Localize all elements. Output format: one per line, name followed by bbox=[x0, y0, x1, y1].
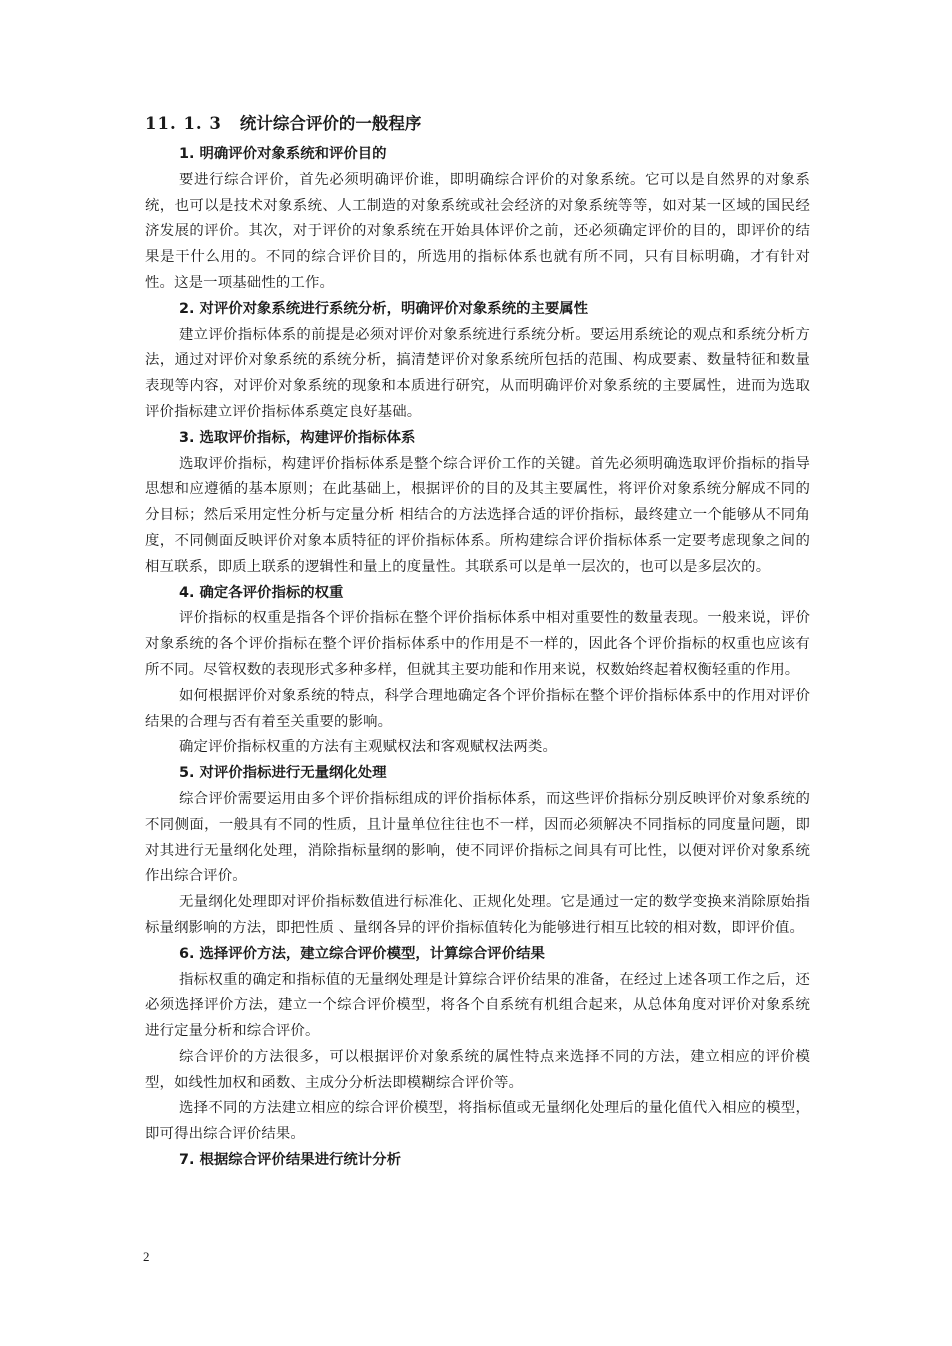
section-number: 11. 1. 3 bbox=[145, 114, 222, 133]
step-paragraph: 建立评价指标体系的前提是必须对评价对象系统进行系统分析。要运用系统论的观点和系统分析方法，通过对评价对象系统的系统分析，搞清楚评价对象系统所包括的范围、构成要素、数量特征和数量表现等内容，对评价对象系统的现象和本质进行研究，从而明确评价对象系统的主要属性，进而为选取评价指标建立评价指标体系奠定良好基础。 bbox=[145, 326, 810, 420]
step-heading: 5. 对评价指标进行无量纲化处理 bbox=[179, 765, 387, 782]
step-heading: 7. 根据综合评价结果进行统计分析 bbox=[179, 1152, 401, 1169]
step-paragraph: 确定评价指标权重的方法有主观赋权法和客观赋权法两类。 bbox=[179, 739, 558, 756]
step-paragraph: 综合评价的方法很多，可以根据评价对象系统的属性特点来选择不同的方法，建立相应的评价模型，如线性加权和函数、主成分分析法即模糊综合评价等。 bbox=[145, 1048, 810, 1091]
step-heading: 2. 对评价对象系统进行系统分析，明确评价对象系统的主要属性 bbox=[179, 300, 589, 317]
section-title-text: 统计综合评价的一般程序 bbox=[239, 114, 422, 133]
step-paragraph: 评价指标的权重是指各个评价指标在整个评价指标体系中相对重要性的数量表现。一般来说，评价对象系统的各个评价指标在整个评价指标体系中的作用是不一样的，因此各个评价指标的权重也应该有所不同。尽管权数的表现形式多种多样，但就其主要功能和作用来说，权数始终起着权衡轻重的作用。 bbox=[145, 610, 810, 678]
document-body bbox=[145, 112, 810, 1174]
step-heading: 1. 明确评价对象系统和评价目的 bbox=[179, 146, 387, 162]
step-paragraph: 选择不同的方法建立相应的综合评价模型，将指标值或无量纲化处理后的量化值代入相应的模型，即可得出综合评价结果。 bbox=[145, 1100, 810, 1143]
step-paragraph: 要进行综合评价，首先必须明确评价谁，即明确综合评价的对象系统。它可以是自然界的对象系统，也可以是技术对象系统、人工制造的对象系统或社会经济的对象系统等等，如对某一区域的国民经济发展的评价。其次，对于评价的对象系统在开始具体评价之前，还必须确定评价的目的，即评价的结果是干什么用的。不同的综合评价目的，所选用的指标体系也就有所不同，只有目标明确，才有针对性。这是一项基础性的工作。 bbox=[145, 171, 810, 291]
step-paragraph: 无量纲化处理即对评价指标数值进行标准化、正规化处理。它是通过一定的数学变换来消除原始指标量纲影响的方法，即把性质 、量纲各异的评价指标值转化为能够进行相互比较的相对数，即评价值。 bbox=[145, 894, 810, 936]
step-heading: 4. 确定各评价指标的权重 bbox=[179, 584, 344, 601]
step-paragraph: 综合评价需要运用由多个评价指标组成的评价指标体系，而这些评价指标分别反映评价对象系统的不同侧面，一般具有不同的性质，且计量单位往往也不一样，因而必须解决不同指标的同度量问题，即对其进行无量纲化处理，消除指标量纲的影响，使不同评价指标之间具有可比性，以便对评价对象系统作出综合评价。 bbox=[145, 790, 810, 885]
step-paragraph: 如何根据评价对象系统的特点，科学合理地确定各个评价指标在整个评价指标体系中的作用对评价结果的合理与否有着至关重要的影响。 bbox=[145, 687, 810, 730]
step-paragraph: 选取评价指标，构建评价指标体系是整个综合评价工作的关键。首先必须明确选取评价指标的指导思想和应遵循的基本原则；在此基础上，根据评价的目的及其主要属性，将评价对象系统分解成不同的分目标；然后采用定性分析与定量分析 相结合的方法选择合适的评价指标，最终建立一个能够从不同角度，不同侧面反映评价对象本质特征的评价指标体系。所构建综合评价指标体系一定要考虑现象之间的相互联系，即质上联系的逻辑性和量上的度量性。其联系可以是单一层次的，也可以是多层次的。 bbox=[145, 455, 810, 575]
step-heading: 6. 选择评价方法，建立综合评价模型，计算综合评价结果 bbox=[179, 945, 545, 962]
step-heading: 3. 选取评价指标，构建评价指标体系 bbox=[179, 429, 416, 446]
steps-list bbox=[145, 142, 810, 1174]
page-number: 2 bbox=[143, 1249, 150, 1264]
step-paragraph: 指标权重的确定和指标值的无量纲处理是计算综合评价结果的准备，在经过上述各项工作之后，还必须选择评价方法，建立一个综合评价模型，将各个自系统有机组合起来，从总体角度对评价对象系统进行定量分析和综合评价。 bbox=[145, 971, 810, 1040]
section-title bbox=[145, 112, 810, 136]
